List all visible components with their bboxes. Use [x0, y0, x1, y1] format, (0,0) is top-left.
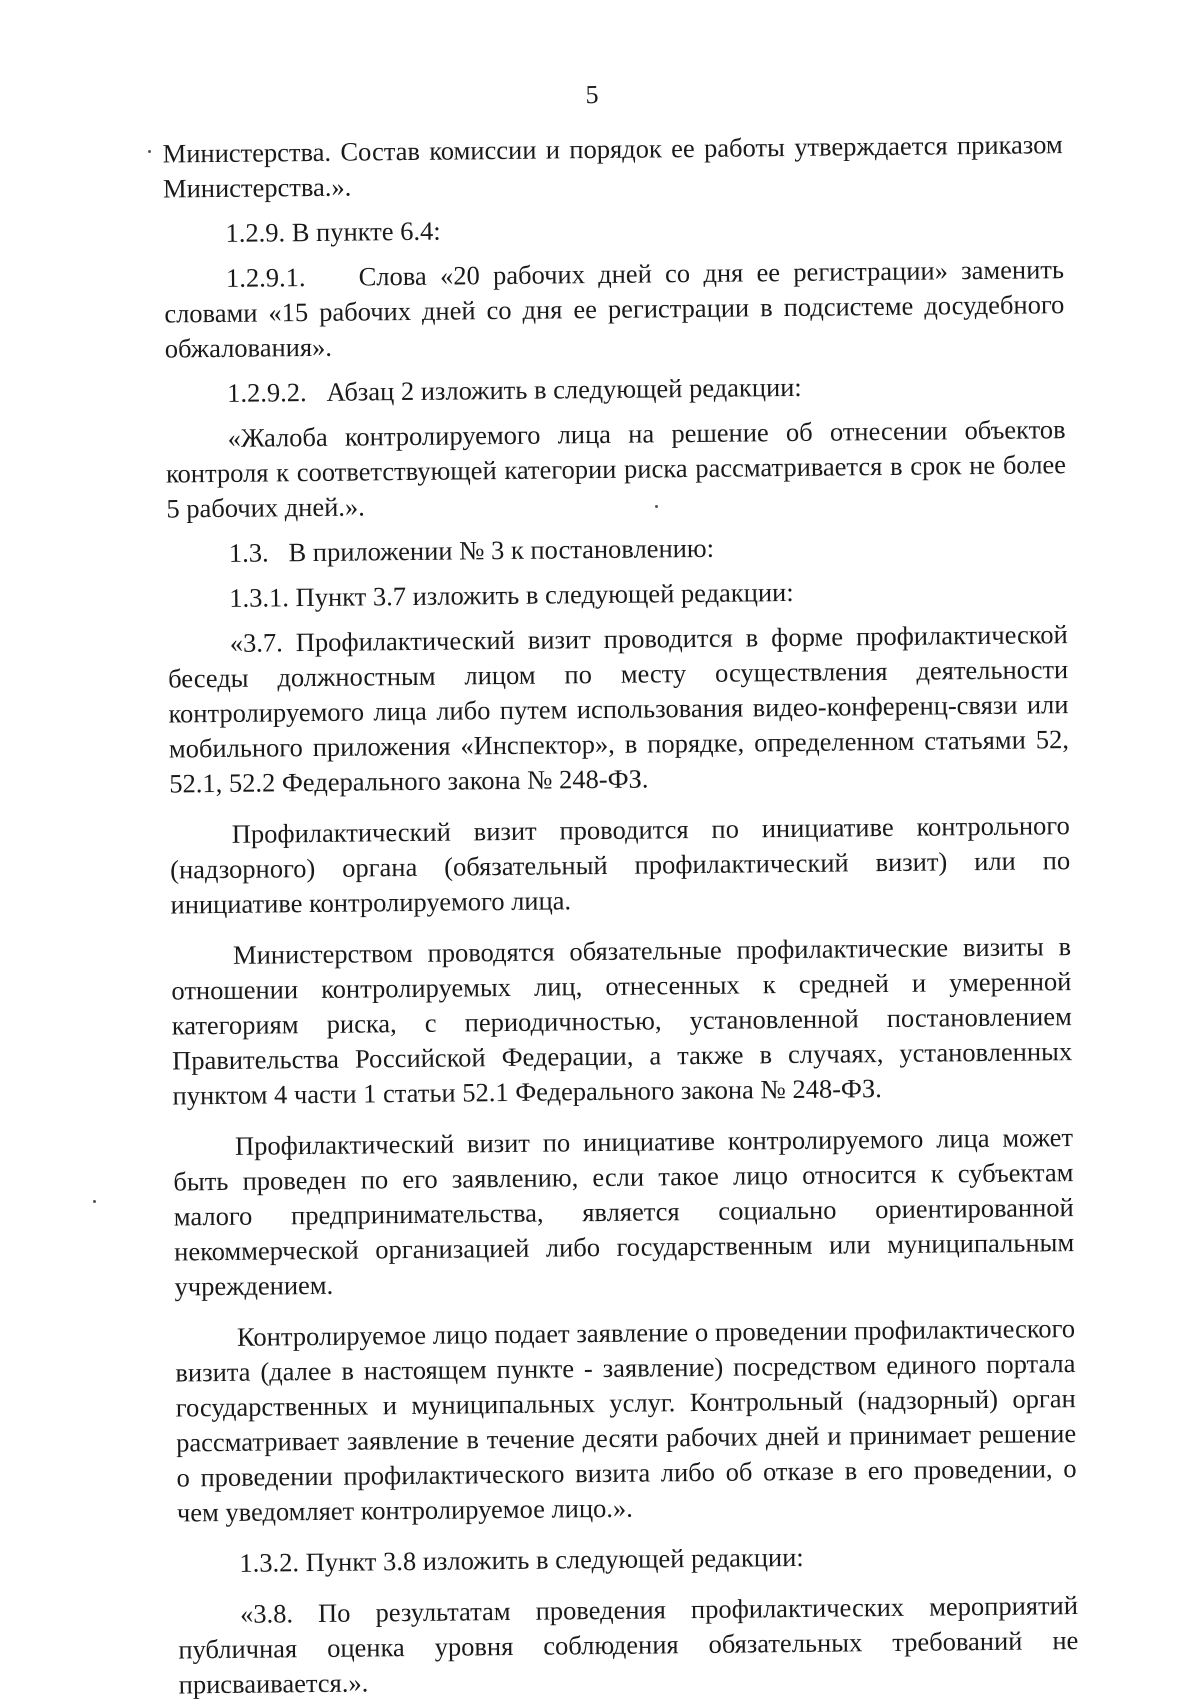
paragraph-complaint-quote: «Жалоба контролируемого лица на решение об отнесении объектов контроля к соответствующей категории риска рассматривается в срок не более 5 рабочих дней.».	[165, 414, 1067, 524]
paragraph-1-2-9: 1.2.9. В пункте 6.4:	[225, 215, 441, 248]
paragraph-mandatory-visits: Министерством проводятся обязательные профилактические визиты в отношении контролируемых лиц, отнесенных к средней и умеренной категориям риска, с периодичностью, установленной постановлением Правительства Российской Федерации, а также в случаях, установленных пунктом 4 части 1 статьи 52.1 Федерального закона № 248-ФЗ.	[171, 931, 1073, 1111]
paragraph-continuation: Министерства. Состав комиссии и порядок ее работы утверждается приказом Министерства.».	[162, 129, 1063, 204]
scan-speck	[655, 505, 658, 508]
paragraph-3-7-quote: «3.7. Профилактический визит проводится в форме профилактической беседы должностным лицом по месту осуществления деятельности контролируемого лица либо путем использования видео-конференц-связи или мобильного приложения «Инспектор», в порядке, определенном статьями 52, 52.1, 52.2 Федерального закона № 248-ФЗ.	[168, 619, 1070, 799]
scan-speck	[148, 150, 151, 153]
paragraph-3-8-quote: «3.8. По результатам проведения профилактических мероприятий публичная оценка уровня соблюдения обязательных требований не присваивается.».	[178, 1590, 1079, 1700]
paragraph-application: Контролируемое лицо подает заявление о проведении профилактического визита (далее в настоящем пункте - заявление) посредством единого портала государственных и муниципальных услуг. Контрольный (надзорный) орган рассматривает заявление в течение десяти рабочих дней и принимает решение о проведении профилактического визита либо об отказе в его проведении, о чем уведомляет контролируемое лицо.».	[175, 1313, 1077, 1528]
document-body	[163, 127, 1079, 1702]
paragraph-1-3: 1.3. В приложении № 3 к постановлению:	[228, 532, 715, 568]
paragraph-1-2-9-1: 1.2.9.1. Слова «20 рабочих дней со дня ее регистрации» заменить словами «15 рабочих дней со дня ее регистрации в подсистеме досудебного обжалования».	[164, 254, 1072, 364]
page-number: 5	[585, 79, 599, 110]
paragraph-1-3-2: 1.3.2. Пункт 3.8 изложить в следующей редакции:	[239, 1541, 804, 1578]
paragraph-controlled-person-visit: Профилактический визит по инициативе контролируемого лица может быть проведен по его заявлению, если такое лицо относится к субъектам малого предпринимательства, является социально ориентированной некоммерческой организацией либо государственным или муниципальным учреждением.	[173, 1122, 1075, 1302]
paragraph-1-2-9-2: 1.2.9.2. Абзац 2 изложить в следующей редакции:	[227, 371, 802, 408]
scan-speck	[93, 1200, 96, 1203]
paragraph-1-3-1: 1.3.1. Пункт 3.7 изложить в следующей редакции:	[229, 576, 794, 613]
paragraph-visit-initiative: Профилактический визит проводится по инициативе контрольного (надзорного) органа (обязательный профилактический визит) или по инициативе контролируемого лица.	[170, 810, 1071, 920]
